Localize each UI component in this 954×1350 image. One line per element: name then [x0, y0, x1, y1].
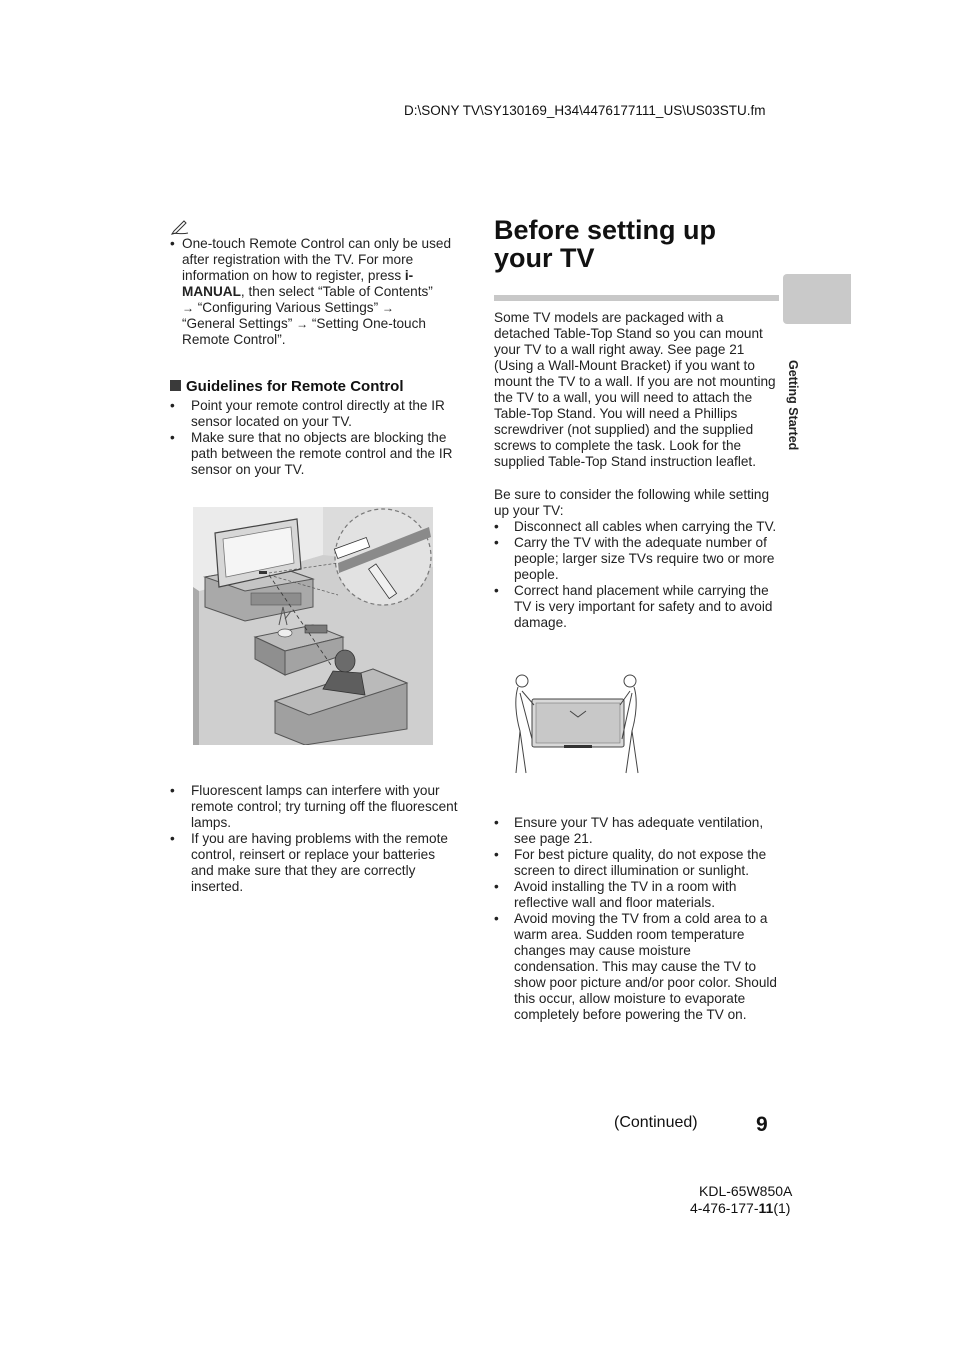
remote-control-room-illustration [193, 507, 433, 745]
part-number: 4-476-177-11(1) [690, 1200, 791, 1216]
arrow-icon: → [296, 317, 309, 331]
list-item: • Avoid installing the TV in a room with reflective wall and floor materials. [494, 879, 737, 910]
section-tab [783, 274, 851, 324]
setup-list-c [494, 519, 779, 631]
guidelines-list-b [170, 783, 460, 895]
list-item: • Disconnect all cables when carrying the TV. [494, 519, 777, 534]
list-item: • Correct hand placement while carrying the TV is very important for safety and to avoid damage. [494, 583, 773, 630]
model-number: KDL-65W850A [699, 1183, 793, 1199]
section-tab-label: Getting Started [786, 360, 800, 451]
arrow-icon: → [381, 301, 394, 315]
setup-list-d [494, 815, 779, 1023]
i-manual-label: i-MANUAL [182, 268, 414, 299]
intro-followup: Be sure to consider the following while setting up your TV: [494, 487, 770, 518]
continued-label: (Continued) [614, 1114, 698, 1131]
file-path-header: D:\SONY TV\SY130169_H34\4476177111_US\US03STU.fm [404, 103, 766, 118]
two-people-carrying-tv-illustration [512, 669, 642, 777]
list-item: • Ensure your TV has adequate ventilation, see page 21. [494, 815, 764, 846]
list-item: • Carry the TV with the adequate number of people; larger size TVs require two or more people. [494, 535, 775, 582]
guidelines-heading: Guidelines for Remote Control [170, 378, 404, 395]
list-item: • Avoid moving the TV from a cold area to a warm area. Sudden room temperature changes may cause moisture condensation. This may cause the TV to show poor picture and/or poor color. Should this occur, allow moisture to evaporate completely before powering the TV on. [494, 911, 777, 1022]
intro-paragraph: Some TV models are packaged with a detached Table-Top Stand so you can mount your TV to a wall right away. See page 21 (Using a Wall-Mount Bracket) if you want to mount the TV to a wall. If you are not mounting the TV to a wall, you will need to attach the Table-Top Stand. You will need a Phillips screwdriver (not supplied) and the supplied screws to complete the task. Look for the supplied Table-Top Stand instruction leaflet. [494, 310, 776, 469]
page-title: Before setting up your TV [494, 215, 717, 273]
list-item: • If you are having problems with the remote control, reinsert or replace your batteries and make sure that they are correctly inserted. [170, 831, 448, 894]
square-bullet-icon [170, 380, 181, 391]
title-divider [494, 295, 779, 301]
guidelines-list-a [170, 398, 460, 478]
note-list [170, 236, 460, 348]
list-item: • Make sure that no objects are blocking the path between the remote control and the IR sensor on your TV. [170, 430, 453, 477]
list-item: • For best picture quality, do not expose the screen to direct illumination or sunlight. [494, 847, 767, 878]
pencil-note-icon [170, 220, 190, 236]
note-item: • One-touch Remote Control can only be used after registration with the TV. For more information on how to register, press i-MANUAL, then select “Table of Contents” → “Configuring Various Settings” → “General Settings” → “Setting One-touch Remote Control”. [170, 236, 452, 347]
bullet: • [170, 236, 175, 251]
arrow-icon: → [182, 301, 194, 315]
page-number: 9 [756, 1113, 768, 1136]
list-item: • Point your remote control directly at the IR sensor located on your TV. [170, 398, 445, 429]
list-item: • Fluorescent lamps can interfere with your remote control; try turning off the fluorescent lamps. [170, 783, 458, 830]
